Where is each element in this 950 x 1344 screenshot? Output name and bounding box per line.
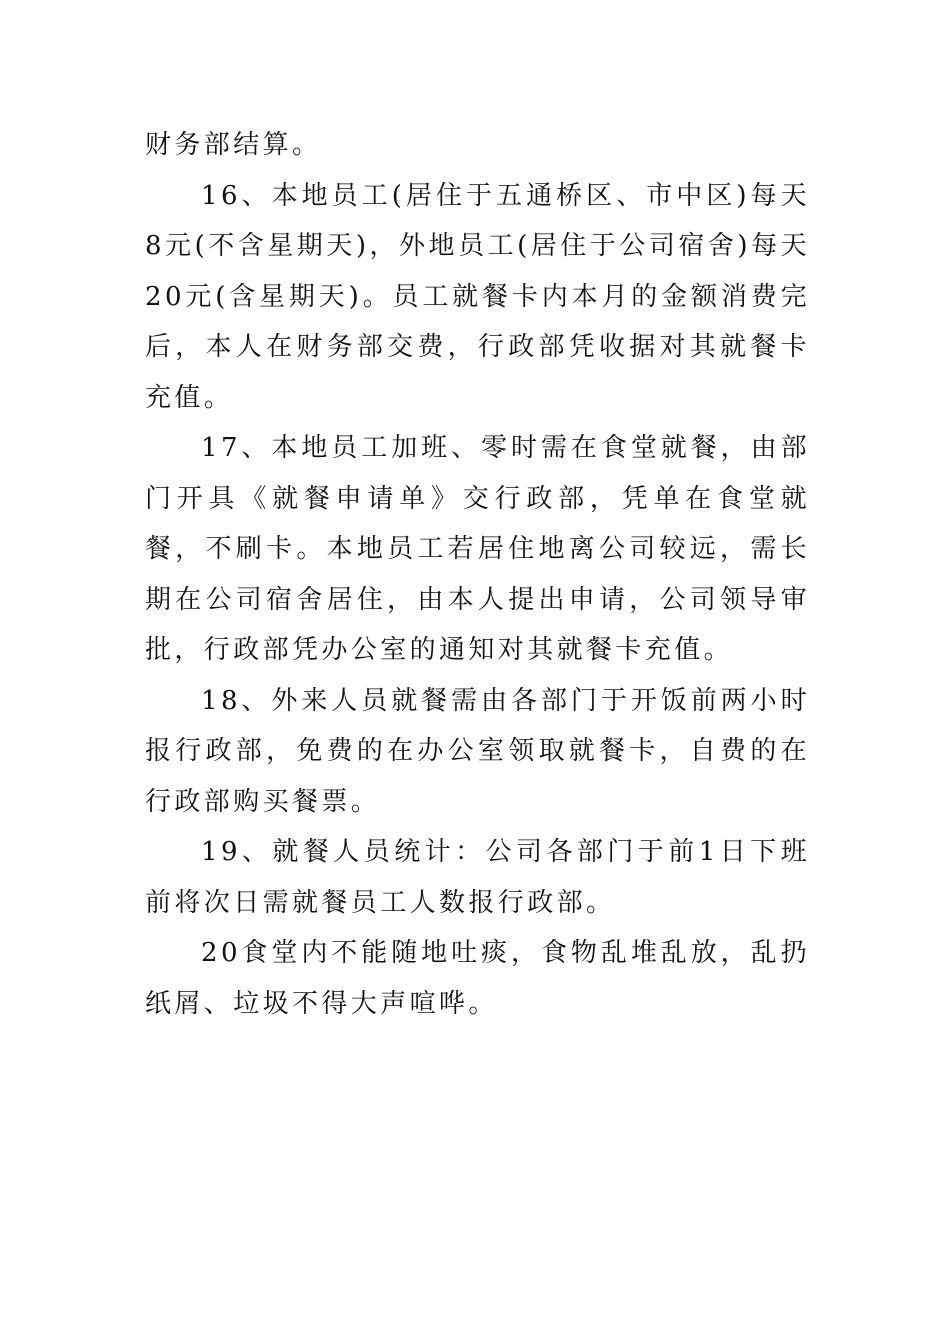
paragraph-item-16: 16、本地员工(居住于五通桥区、市中区)每天8元(不含星期天)，外地员工(居住于公司宿舍)每天20元(含星期天)。员工就餐卡内本月的金额消费完后，本人在财务部交费，行政部凭收据对其就餐卡充值。 (145, 180, 810, 413)
paragraph-item-20: 20食堂内不能随地吐痰，食物乱堆乱放，乱扔纸屑、垃圾不得大声喧哗。 (145, 938, 810, 1019)
paragraph-continuation: 财务部结算。 (145, 130, 322, 160)
document-body (145, 120, 810, 1029)
paragraph-item-18: 18、外来人员就餐需由各部门于开饭前两小时报行政部，免费的在办公室领取就餐卡，自费的在行政部购买餐票。 (145, 685, 810, 817)
paragraph-item-17: 17、本地员工加班、零时需在食堂就餐，由部门开具《就餐申请单》交行政部，凭单在食堂就餐，不刷卡。本地员工若居住地离公司较远，需长期在公司宿舍居住，由本人提出申请，公司领导审批，行政部凭办公室的通知对其就餐卡充值。 (145, 433, 810, 665)
paragraph-item-19: 19、就餐人员统计：公司各部门于前1日下班前将次日需就餐员工人数报行政部。 (145, 837, 810, 918)
